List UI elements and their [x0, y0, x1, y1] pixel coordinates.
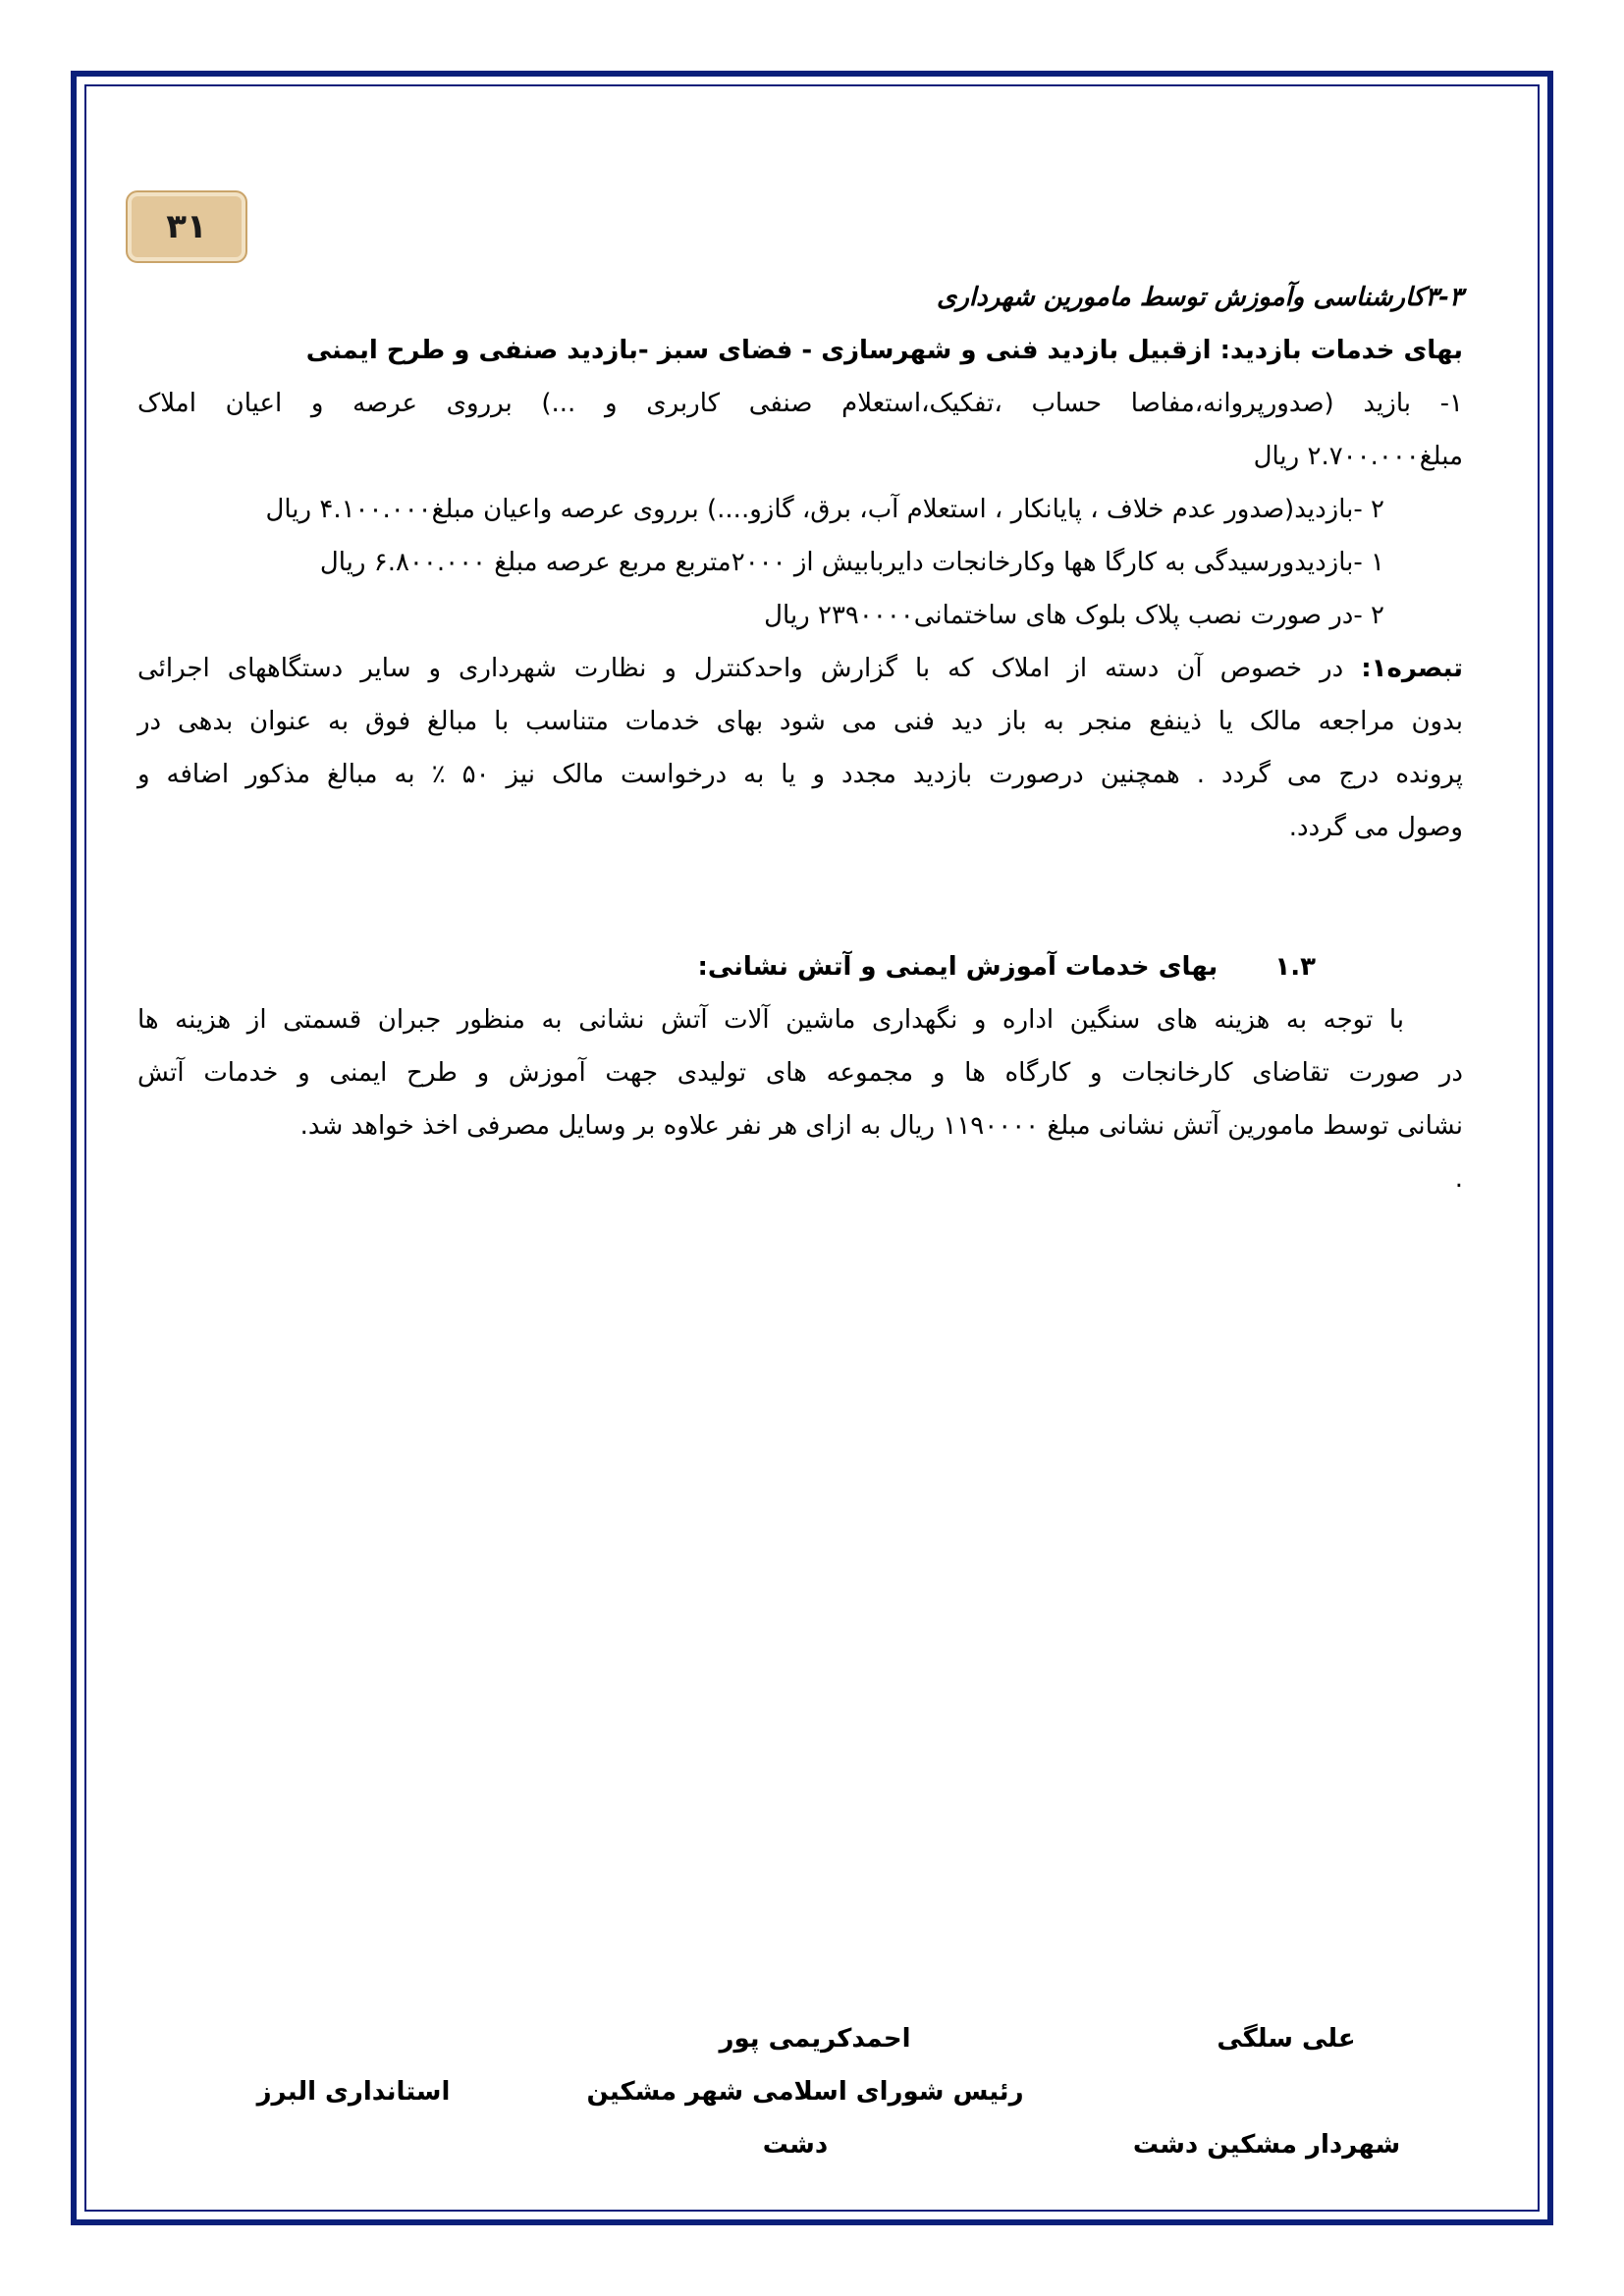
subsection-heading [137, 940, 1463, 993]
subsection-number: ۱.۳ [1274, 952, 1316, 982]
services-heading: بهای خدمات بازدید: ازقبیل بازدید فنی و شهرسازی - فضای سبز -بازدید صنفی و طرح ایمنی [305, 336, 1463, 365]
note-label: تبصره۱: [1361, 654, 1463, 683]
subsection-title: بهای خدمات آموزش ایمنی و آتش نشانی: [697, 952, 1218, 982]
page-number: ۳۱ [166, 207, 207, 246]
note-line-1 [137, 642, 1463, 695]
item-1-line-2: مبلغ۲.۷۰۰.۰۰۰ ریال [1253, 442, 1463, 471]
fire-paragraph-line-1: با توجه به هزینه های سنگین اداره و نگهداری ماشین آلات آتش نشانی به منظور جبران قسمتی از هزینه ها [137, 1005, 1404, 1035]
note-line-2: بدون مراجعه مالک یا ذینفع منجر به باز دید فنی می شود بهای خدمات متناسب با مبالغ فوق به عنوان بدهی در [137, 707, 1463, 736]
item-4: ۲ -در صورت نصب پلاک بلوک های ساختمانی۲۳۹۰۰۰۰ ریال [764, 601, 1384, 630]
item-1-line-1: ۱- بازید (صدورپروانه،مفاصا حساب ،تفکیک،استعلام صنفی کاربری و ...) برروی عرصه و اعیان املاک [137, 389, 1463, 418]
spacer [137, 854, 1463, 940]
note-text-1: در خصوص آن دسته از املاک که با گزارش واحدکنترل و نظارت شهرداری و سایر دستگاههای اجرائی [137, 654, 1362, 683]
council-name: احمدکریمی پور [719, 2024, 911, 2054]
mayor-name: علی سلگی [1217, 2024, 1356, 2054]
item-3: ۱ -بازدیدورسیدگی به کارگا هها وکارخانجات دایربابیش از ۲۰۰۰متربع مربع عرصه مبلغ ۶.۸۰۰.۰۰۰ ریال [319, 548, 1384, 577]
document-body [137, 271, 1463, 1205]
fire-paragraph-trailing: . [1454, 1164, 1463, 1194]
council-title-2: دشت [762, 2130, 829, 2160]
fire-paragraph-line-2: در صورت تقاضای کارخانجات و کارگاه ها و مجموعه های تولیدی جهت آموزش و طرح ایمنی و خدمات آتش [137, 1058, 1463, 1088]
note-line-3: پرونده درج می گردد . همچنین درصورت بازدید مجدد و یا به درخواست مالک نیز ۵۰ ٪ به مبالغ مذکور اضافه و [137, 760, 1463, 789]
section-heading: ۳-۳کارشناسی وآموزش توسط مامورین شهرداری [937, 283, 1463, 312]
item-2: ۲ -بازدید(صدور عدم خلاف ، پایانکار ، استعلام آب، برق، گازو....) برروی عرصه واعیان مبلغ۴.۱۰۰.۰۰۰ ریال [265, 495, 1384, 524]
fire-paragraph-line-3: نشانی توسط مامورین آتش نشانی مبلغ ۱۱۹۰۰۰۰ ریال به ازای هر نفر علاوه بر وسایل مصرفی اخذ خواهد شد. [299, 1111, 1463, 1141]
note-line-4: وصول می گردد. [1288, 813, 1463, 842]
mayor-title: شهردار مشکین دشت [1132, 2130, 1401, 2160]
governorate: استانداری البرز [256, 2077, 451, 2107]
council-title-1: رئیس شورای اسلامی شهر مشکین [586, 2077, 1024, 2107]
page-number-badge [126, 190, 247, 263]
